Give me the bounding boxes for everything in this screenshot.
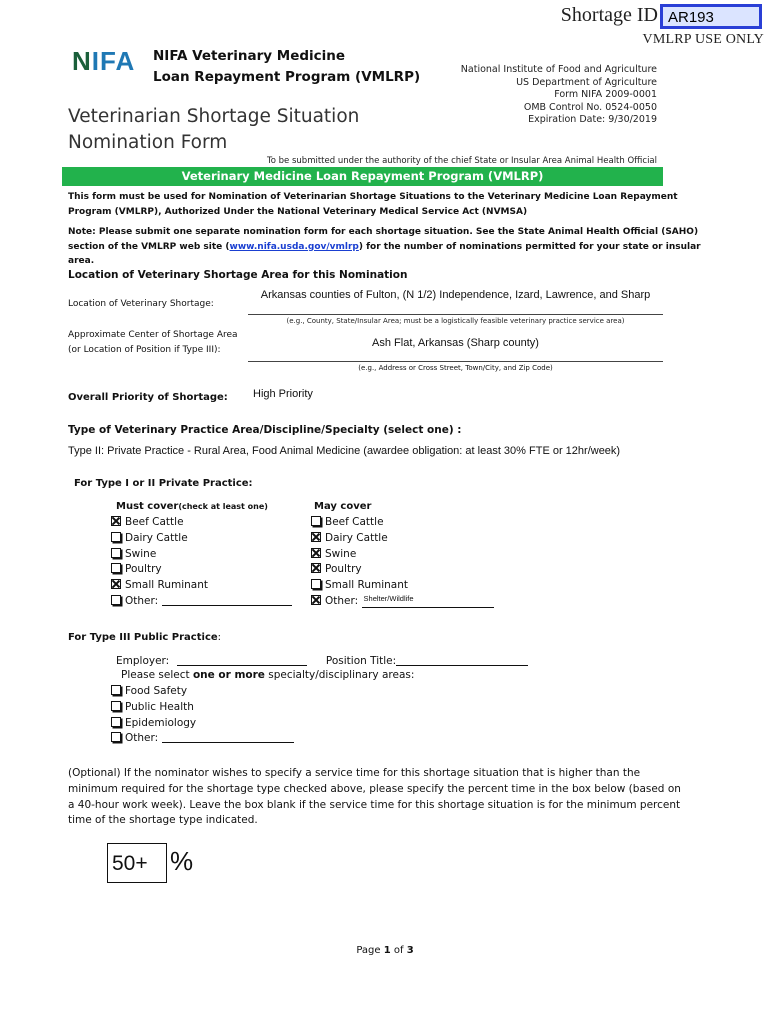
omb-control-number: OMB Control No. 0524-0050 <box>523 101 657 113</box>
type12-heading: For Type I or II Private Practice: <box>74 478 253 489</box>
checkbox-row <box>311 594 494 610</box>
priority-label: Overall Priority of Shortage: <box>68 392 228 403</box>
may-other-value: Shelter/Wildlife <box>363 593 414 603</box>
type3-specialty-list <box>111 684 294 747</box>
must-cover-list <box>111 515 292 610</box>
specialty-note-before: Please select <box>121 669 193 681</box>
checkbox-label: Other: <box>125 594 159 607</box>
type3-heading-colon: : <box>217 632 222 643</box>
location-field-underline <box>248 314 663 315</box>
practice-type-select[interactable]: Type II: Private Practice - Rural Area, Food Animal Medicine (awardee obligation: at least 30% FTE or 12hr/week) <box>68 445 621 457</box>
must-cover-heading <box>116 501 268 512</box>
checkbox-row <box>311 578 494 594</box>
program-title <box>153 46 420 88</box>
checkbox-label: Beef Cattle <box>325 516 384 528</box>
type3-heading <box>68 632 221 643</box>
must-cover-label: Must cover <box>116 501 179 512</box>
checkbox-label: Swine <box>325 547 357 560</box>
page-of-label: of <box>393 945 404 956</box>
checkbox-label: Poultry <box>325 563 362 576</box>
center-area-field-underline <box>248 361 663 362</box>
page-label: Page <box>356 945 381 956</box>
expiration-date: Expiration Date: 9/30/2019 <box>528 114 657 125</box>
location-field[interactable]: Arkansas counties of Fulton, (N 1/2) Independence, Izard, Lawrence, and Sharp <box>260 289 651 301</box>
position-title-label: Position Title: <box>325 655 397 667</box>
type3-other-field[interactable] <box>162 731 294 743</box>
document-title <box>68 104 359 156</box>
center-area-label <box>68 328 238 357</box>
document-title-line2: Nomination Form <box>68 132 228 153</box>
checkbox-row <box>111 578 292 594</box>
checkbox-unchecked-icon[interactable] <box>111 548 121 558</box>
checkbox-checked-icon[interactable] <box>311 532 321 542</box>
checkbox-checked-icon[interactable] <box>311 548 321 558</box>
employer-label: Employer: <box>116 655 170 667</box>
checkbox-label: Beef Cattle <box>125 516 184 528</box>
checkbox-label: Other: <box>125 732 159 745</box>
position-title-field[interactable] <box>396 654 528 666</box>
checkbox-unchecked-icon[interactable] <box>311 579 321 589</box>
checkbox-row <box>311 562 494 578</box>
employer-row <box>116 654 528 667</box>
checkbox-label: Public Health <box>125 700 194 713</box>
checkbox-label: Dairy Cattle <box>125 531 188 544</box>
checkbox-row <box>311 547 494 563</box>
checkbox-row <box>111 716 294 732</box>
checkbox-checked-icon[interactable] <box>311 595 321 605</box>
page-current: 1 <box>383 945 391 956</box>
vmlrp-website-link[interactable]: www.nifa.usda.gov/vmlrp <box>229 241 359 252</box>
shortage-id-field[interactable]: AR193 <box>660 4 762 29</box>
checkbox-unchecked-icon[interactable] <box>111 595 121 605</box>
checkbox-label: Small Ruminant <box>325 579 408 592</box>
page-number <box>0 945 770 956</box>
checkbox-row <box>111 684 294 700</box>
center-area-label-line1: Approximate Center of Shortage Area <box>68 330 238 340</box>
practice-type-heading: Type of Veterinary Practice Area/Discipline/Specialty (select one) : <box>68 424 462 436</box>
program-title-line1: NIFA Veterinary Medicine <box>153 48 346 64</box>
checkbox-unchecked-icon[interactable] <box>111 701 121 711</box>
checkbox-label: Other: <box>325 594 359 607</box>
vmlrp-use-only-label: VMLRP USE ONLY <box>642 32 764 47</box>
agency-info <box>461 64 657 127</box>
checkbox-checked-icon[interactable] <box>111 579 121 589</box>
program-title-line2: Loan Repayment Program (VMLRP) <box>153 69 421 85</box>
location-section-heading: Location of Veterinary Shortage Area for this Nomination <box>68 269 408 281</box>
checkbox-label: Epidemiology <box>125 716 197 729</box>
checkbox-checked-icon[interactable] <box>311 563 321 573</box>
checkbox-unchecked-icon[interactable] <box>111 717 121 727</box>
location-label: Location of Veterinary Shortage: <box>68 299 214 309</box>
percent-time-field[interactable]: 50+ <box>107 843 167 883</box>
checkbox-label: Dairy Cattle <box>325 531 388 544</box>
center-area-field[interactable]: Ash Flat, Arkansas (Sharp county) <box>372 337 539 349</box>
checkbox-row <box>111 547 292 563</box>
checkbox-row <box>111 515 292 531</box>
specialty-note <box>121 669 414 681</box>
form-number: Form NIFA 2009-0001 <box>554 89 657 100</box>
specialty-note-bold: one or more <box>192 669 265 681</box>
may-cover-heading: May cover <box>314 501 372 512</box>
may-other-field[interactable] <box>362 593 494 608</box>
note-text-after: ) for the number of nominations permitted for your state or insular area. <box>68 241 701 266</box>
nifa-logo-text: NIFA <box>72 46 136 76</box>
specialty-note-after: specialty/disciplinary areas: <box>264 669 415 681</box>
location-hint: (e.g., County, State/Insular Area; must be a logistically feasible veterinary practice service area) <box>286 317 625 325</box>
checkbox-row <box>311 515 494 531</box>
checkbox-unchecked-icon[interactable] <box>311 516 321 526</box>
checkbox-row <box>111 594 292 610</box>
checkbox-label: Poultry <box>125 563 162 576</box>
center-area-hint: (e.g., Address or Cross Street, Town/City, and Zip Code) <box>358 364 553 372</box>
checkbox-row <box>111 531 292 547</box>
employer-field[interactable] <box>177 654 307 666</box>
checkbox-unchecked-icon[interactable] <box>111 532 121 542</box>
checkbox-checked-icon[interactable] <box>111 516 121 526</box>
submission-note: To be submitted under the authority of the chief State or Insular Area Animal Health Official <box>267 156 657 166</box>
center-area-label-line2: (or Location of Position if Type III): <box>68 344 221 355</box>
note-paragraph <box>68 225 718 269</box>
checkbox-label: Food Safety <box>125 685 188 697</box>
checkbox-label: Small Ruminant <box>125 579 208 592</box>
priority-field[interactable]: High Priority <box>253 388 313 400</box>
note-text-before: Note: Please submit one separate nomination form for each shortage situation. See the State Animal Health Official (SAHO) section of the VMLRP web site ( <box>68 227 699 252</box>
checkbox-row <box>111 700 294 716</box>
checkbox-unchecked-icon[interactable] <box>111 563 121 573</box>
document-title-line1: Veterinarian Shortage Situation <box>68 106 360 127</box>
checkbox-unchecked-icon[interactable] <box>111 732 121 742</box>
intro-paragraph: This form must be used for Nomination of Veterinarian Shortage Situations to the Veterinary Medicine Loan Repayment Program (VMLRP), Authorized Under the National Veterinary Medical Service Act (NVMSA) <box>68 192 678 217</box>
type3-heading-text: For Type III Public Practice <box>68 632 218 643</box>
checkbox-row <box>111 562 292 578</box>
checkbox-row <box>111 731 294 747</box>
may-cover-list <box>311 515 494 610</box>
program-banner: Veterinary Medicine Loan Repayment Program (VMLRP) <box>62 167 663 186</box>
shortage-id-label: Shortage ID <box>560 4 658 26</box>
must-other-field[interactable] <box>162 594 292 606</box>
checkbox-unchecked-icon[interactable] <box>111 685 121 695</box>
page-total: 3 <box>406 945 414 956</box>
must-cover-note: (check at least one) <box>178 502 268 511</box>
percent-sign: % <box>170 846 194 876</box>
checkbox-row <box>311 531 494 547</box>
nifa-logo <box>72 46 135 77</box>
agency-line: National Institute of Food and Agriculture <box>460 64 657 75</box>
optional-service-time-text: (Optional) If the nominator wishes to specify a service time for this shortage situation that is higher than the minimum required for the shortage type checked above, please specify the percent time in the box below (based on a 40-hour work week). Leave the box blank if the service time for this shortage situation is for the minimum percent time of the shortage type indicated. <box>68 767 681 827</box>
agency-line: US Department of Agriculture <box>516 76 657 88</box>
checkbox-label: Swine <box>125 547 157 560</box>
